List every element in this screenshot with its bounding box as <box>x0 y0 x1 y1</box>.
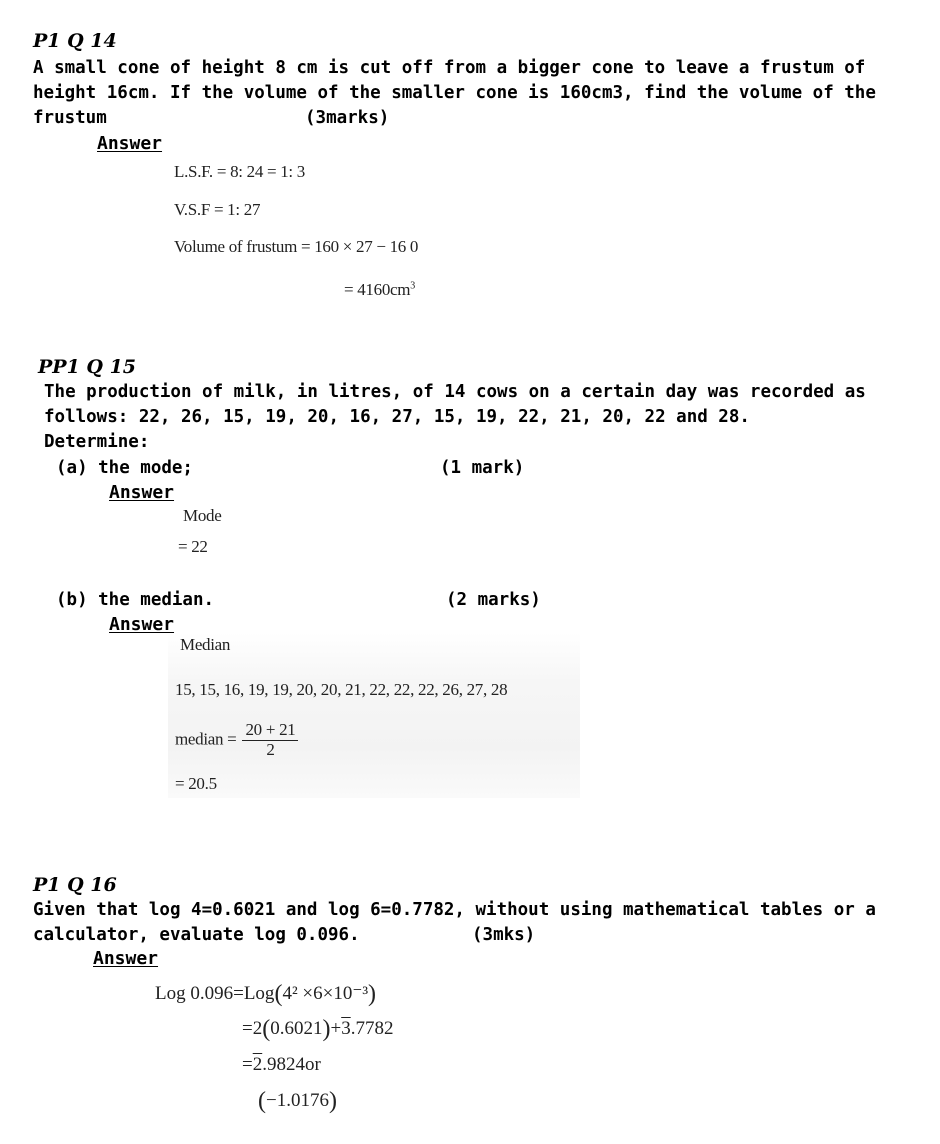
q15-sorted-values: 15, 15, 16, 19, 19, 20, 20, 21, 22, 22, 22, 26, 27, 28 <box>175 680 508 699</box>
q15-part-b: (b) the median. <box>56 590 215 610</box>
q15-median-eq: median = <box>175 729 237 749</box>
q14-heading: P1 Q 14 <box>33 30 117 52</box>
q15-answer-label-b: Answer <box>109 614 175 635</box>
q15-median-fraction <box>242 720 298 759</box>
q14-vsf: V.S.F = 1: 27 <box>174 200 261 219</box>
q16-step-2-plus: + <box>330 1018 342 1039</box>
q14-volume-line: Volume of frustum = 160 × 27 − 16 0 <box>174 237 419 256</box>
q16-step-2-inner: 0.6021 <box>270 1018 323 1039</box>
q15-mode-value: = 22 <box>178 537 208 556</box>
q14-result-exponent: 3 <box>410 280 415 292</box>
q14-marks: (3marks) <box>305 108 390 128</box>
q15-median-numerator: 20 + 21 <box>242 720 298 741</box>
q16-text-line-2: calculator, evaluate log 0.096. <box>33 925 360 945</box>
q15-median-denominator: 2 <box>266 740 275 759</box>
q15-text-line-3: Determine: <box>44 432 150 452</box>
q15-part-b-marks: (2 marks) <box>446 590 541 610</box>
q16-step-1-inner: 4² ×6×10⁻³ <box>282 983 369 1004</box>
q16-step-4: (−1.0176) <box>258 1088 337 1114</box>
q14-text-line-1: A small cone of height 8 cm is cut off from a bigger cone to leave a frustum of <box>33 58 866 78</box>
q14-result <box>344 280 415 300</box>
q16-answer-label: Answer <box>93 948 159 969</box>
q15-text-line-2: follows: 22, 26, 15, 19, 20, 16, 27, 15, 19, 22, 21, 20, 22 and 28. <box>44 407 750 427</box>
q15-part-a: (a) the mode; <box>56 458 193 478</box>
q16-step-2-prefix: =2 <box>242 1018 263 1039</box>
q14-lsf: L.S.F. = 8: 24 = 1: 3 <box>174 162 306 181</box>
q14-text-line-3: frustum <box>33 108 107 128</box>
q16-step-3-bar-digit: 2 <box>252 1054 263 1075</box>
q14-answer-label: Answer <box>97 133 163 154</box>
q16-step-3-prefix: = <box>242 1054 253 1075</box>
q15-median-value: = 20.5 <box>175 774 217 793</box>
q15-answer-label-a: Answer <box>109 482 175 503</box>
median-working-background <box>168 633 580 798</box>
q16-step-4-value: −1.0176 <box>266 1090 329 1111</box>
q16-text-line-1: Given that log 4=0.6021 and log 6=0.7782, without using mathematical tables or a <box>33 900 876 920</box>
q15-median-formula <box>175 720 298 759</box>
q16-heading: P1 Q 16 <box>33 874 117 896</box>
q14-result-value: = 4160cm <box>344 280 411 299</box>
q16-step-2-rest: .7782 <box>350 1018 394 1039</box>
q16-step-2: =2(0.6021)+3.7782 <box>242 1016 394 1042</box>
q15-heading: PP1 Q 15 <box>38 356 137 378</box>
q15-text-line-1: The production of milk, in litres, of 14 cows on a certain day was recorded as <box>44 382 866 402</box>
q16-step-3-rest: .9824or <box>262 1054 321 1075</box>
q16-step-1: Log 0.096=Log(4² ×6×10⁻³) <box>155 981 377 1007</box>
q15-mode-label: Mode <box>183 506 222 525</box>
q16-marks: (3mks) <box>472 925 536 945</box>
q16-step-2-bar-digit: 3 <box>341 1018 351 1039</box>
q16-step-3 <box>242 1054 321 1076</box>
q16-step-1-lhs: Log 0.096=Log <box>155 983 275 1004</box>
q15-median-label: Median <box>180 635 231 654</box>
q15-part-a-marks: (1 mark) <box>440 458 525 478</box>
q14-text-line-2: height 16cm. If the volume of the smaller cone is 160cm3, find the volume of the <box>33 83 876 103</box>
